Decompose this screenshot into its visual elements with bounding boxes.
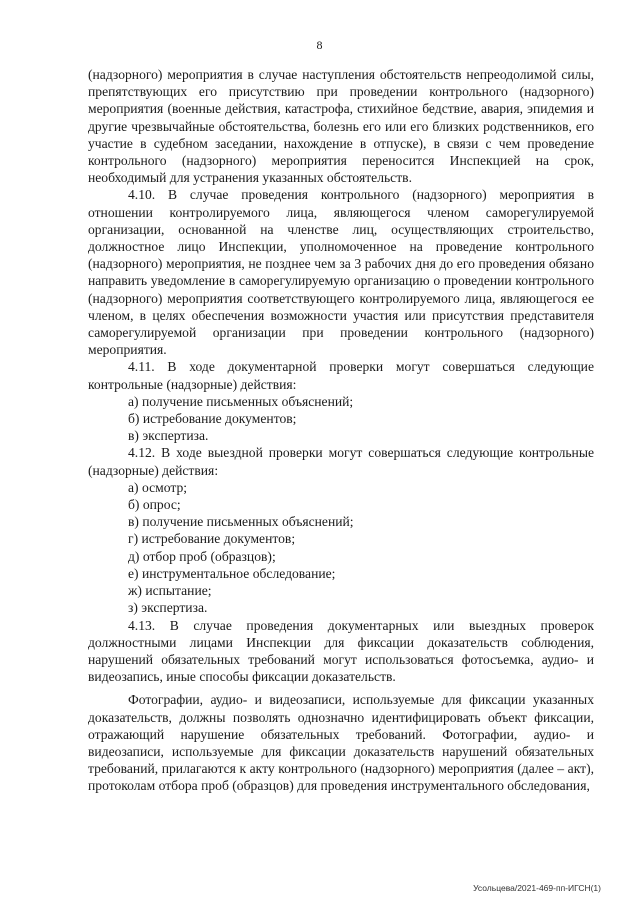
list-item: б) опрос; (128, 497, 181, 513)
paragraph-4-12: 4.12. В ходе выездной проверки могут совершаться следующие контрольные (надзорные) действия: (88, 445, 594, 478)
paragraph-4-11: 4.11. В ходе документарной проверки могут совершаться следующие контрольные (надзорные) действия: (88, 359, 594, 392)
document-footer-code: Усольцева/2021-469-пп-ИГСН(1) (473, 883, 601, 893)
list-item: г) истребование документов; (128, 531, 296, 547)
list-item: ж) испытание; (128, 583, 212, 599)
list-item: е) инструментальное обследование; (128, 565, 336, 581)
list-item: д) отбор проб (образцов); (128, 548, 276, 564)
list-item: в) получение письменных объяснений; (128, 514, 354, 530)
list-item: а) осмотр; (128, 479, 188, 495)
paragraph-photo-video: Фотографии, аудио- и видеозаписи, используемые для фиксации указанных доказательств, должны позволять однозначно идентифицировать объект фиксации, отражающий нарушение обязательных требований. Фотографии, аудио- и видеозаписи, используемые для фиксации доказательств нарушений обязательных требований, прилагаются к акту контрольного (надзорного) мероприятия (далее – акт), протоколам отбора проб (образцов) для проведения инструментального обследования, (88, 692, 594, 794)
paragraph-continuation: (надзорного) мероприятия в случае наступления обстоятельств непреодолимой силы, препятствующих его присутствию при проведении контрольного (надзорного) мероприятия (военные действия, катастрофа, стихийное бедствие, авария, эпидемия и другие чрезвычайные обстоятельства, болезнь его или его близких родственников, его участие в судебном заседании, нахождение в отпуске), в связи с чем проведение контрольного (надзорного) мероприятия переносится Инспекцией на срок, необходимый для устранения указанных обстоятельств. (88, 67, 594, 186)
list-item: в) экспертиза. (128, 428, 209, 444)
paragraph-4-10: 4.10. В случае проведения контрольного (надзорного) мероприятия в отношении контролируемого лица, являющегося членом саморегулируемой организации, основанной на членстве лиц, осуществляющих строительство, должностное лицо Инспекции, уполномоченное на проведение контрольного (надзорного) мероприятия, не позднее чем за 3 рабочих дня до его проведения обязано направить уведомление в саморегулируемую организацию о проведении контрольного (надзорного) мероприятия соответствующего контролируемого лица, являющегося ее членом, в целях обеспечения возможности участия или присутствия представителя саморегулируемой организации при проведении контрольного (надзорного) мероприятия. (88, 187, 594, 358)
list-item: з) экспертиза. (128, 600, 208, 616)
page-number: 8 (316, 38, 323, 52)
field-check-actions-list (88, 479, 594, 617)
list-item: а) получение письменных объяснений; (128, 393, 354, 409)
documentary-check-actions-list (88, 393, 594, 445)
list-item: б) истребование документов; (128, 411, 297, 427)
paragraph-4-13: 4.13. В случае проведения документарных или выездных проверок должностными лицами Инспекции для фиксации доказательств соблюдения, нарушений обязательных требований могут использоваться фотосъемка, аудио- и видеозапись, иные способы фиксации доказательств. (88, 617, 594, 685)
document-body (88, 66, 594, 795)
